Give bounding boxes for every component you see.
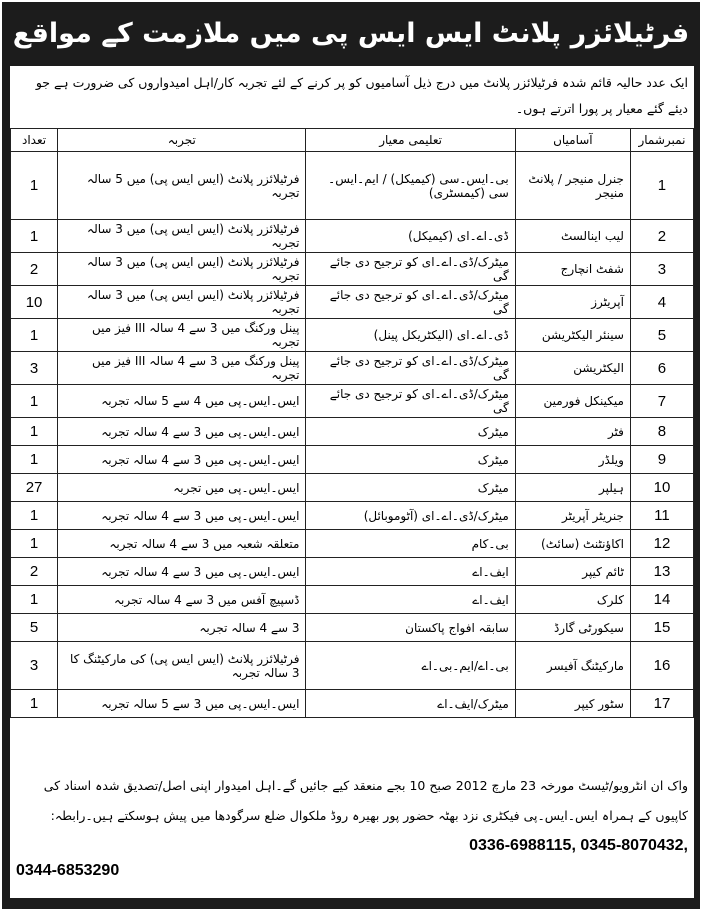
cell-count: 1 [11, 446, 58, 474]
cell-education: میٹرک [306, 418, 515, 446]
cell-count: 1 [11, 690, 58, 718]
cell-count: 1 [11, 530, 58, 558]
cell-serial: 13 [630, 558, 693, 586]
cell-post: لیب اینالسٹ [515, 220, 630, 253]
cell-count: 1 [11, 152, 58, 220]
cell-education: میٹرک/ڈی۔اے۔ای کو ترجیح دی جائے گی [306, 253, 515, 286]
cell-experience: ڈسپیچ آفس میں 3 سے 4 سالہ تجربہ [58, 586, 306, 614]
header-experience: تجربہ [58, 129, 306, 152]
cell-experience: ایس۔ایس۔پی میں 3 سے 4 سالہ تجربہ [58, 558, 306, 586]
cell-post: الیکٹریشن [515, 352, 630, 385]
table-row [11, 253, 694, 286]
cell-post: شفٹ انچارج [515, 253, 630, 286]
cell-serial: 8 [630, 418, 693, 446]
cell-post: ہیلپر [515, 474, 630, 502]
cell-post: سینئر الیکٹریشن [515, 319, 630, 352]
cell-count: 2 [11, 558, 58, 586]
contact-phone-3: 0344-6853290 [16, 862, 120, 879]
cell-serial: 1 [630, 152, 693, 220]
cell-education: ڈی۔اے۔ای (کیمیکل) [306, 220, 515, 253]
cell-count: 1 [11, 502, 58, 530]
cell-post: اکاؤنٹنٹ (سائٹ) [515, 530, 630, 558]
jobs-table [10, 128, 694, 718]
cell-count: 10 [11, 286, 58, 319]
cell-serial: 2 [630, 220, 693, 253]
cell-serial: 16 [630, 642, 693, 690]
cell-count: 3 [11, 352, 58, 385]
cell-experience: ایس۔ایس۔پی میں 4 سے 5 سالہ تجربہ [58, 385, 306, 418]
cell-serial: 7 [630, 385, 693, 418]
cell-experience: فرٹیلائزر پلانٹ (ایس ایس پی) میں 5 سالہ تجربہ [58, 152, 306, 220]
cell-post: فٹر [515, 418, 630, 446]
cell-experience: ایس۔ایس۔پی میں 3 سے 5 سالہ تجربہ [58, 690, 306, 718]
cell-serial: 4 [630, 286, 693, 319]
table-row [11, 642, 694, 690]
table-row [11, 474, 694, 502]
cell-education: ڈی۔اے۔ای (الیکٹریکل پینل) [306, 319, 515, 352]
cell-serial: 12 [630, 530, 693, 558]
cell-count: 5 [11, 614, 58, 642]
cell-experience: 3 سے 4 سالہ تجربہ [58, 614, 306, 642]
footer-text [16, 771, 688, 861]
table-row [11, 319, 694, 352]
cell-post: ویلڈر [515, 446, 630, 474]
ad-title: فرٹیلائزر پلانٹ ایس ایس پی میں ملازمت کے مواقع [12, 18, 690, 49]
cell-experience: متعلقہ شعبہ میں 3 سے 4 سالہ تجربہ [58, 530, 306, 558]
cell-education: میٹرک/ڈی۔اے۔ای کو ترجیح دی جائے گی [306, 385, 515, 418]
table-row [11, 152, 694, 220]
table-row [11, 220, 694, 253]
header-post: آسامیاں [515, 129, 630, 152]
advertisement-frame [2, 2, 700, 909]
cell-post: میکینکل فورمین [515, 385, 630, 418]
cell-education: سابقہ افواج پاکستان [306, 614, 515, 642]
cell-experience: فرٹیلائزر پلانٹ (ایس ایس پی) کی مارکیٹنگ کا 3 سالہ تجربہ [58, 642, 306, 690]
cell-serial: 11 [630, 502, 693, 530]
table-row [11, 614, 694, 642]
intro-text: ایک عدد حالیہ قائم شدہ فرٹیلائزر پلانٹ میں درج ذیل آسامیوں کو پر کرنے کے لئے تجربہ کار/اہل امیدواروں کی ضرورت ہے جو دیئے گئے معیار پر پورا اترتے ہوں۔ [35, 75, 688, 116]
cell-post: کلرک [515, 586, 630, 614]
cell-post: جنریٹر آپریٹر [515, 502, 630, 530]
ad-body [10, 66, 694, 898]
cell-serial: 6 [630, 352, 693, 385]
contact-phones: 0336-6988115, 0345-8070432, [469, 837, 688, 854]
header-count: تعداد [11, 129, 58, 152]
table-row [11, 385, 694, 418]
table-row [11, 352, 694, 385]
header-education: تعلیمی معیار [306, 129, 515, 152]
cell-post: جنرل منیجر / پلانٹ منیجر [515, 152, 630, 220]
cell-count: 1 [11, 319, 58, 352]
cell-education: میٹرک [306, 446, 515, 474]
cell-count: 27 [11, 474, 58, 502]
cell-post: مارکیٹنگ آفیسر [515, 642, 630, 690]
cell-post: ٹائم کیپر [515, 558, 630, 586]
footer-instructions: واک ان انٹرویو/ٹیسٹ مورخہ 23 مارچ 2012 صبح 10 بجے منعقد کیے جائیں گے۔اہل امیدوار اپنی اصل/تصدیق شدہ اسناد کی کاپیوں کے ہمراہ ایس۔ایس۔پی فیکٹری نزد بھٹہ حضور پور بھیرہ روڈ ملکوال ضلع سرگودھا میں پیش ہوسکتے ہیں۔رابطہ: [43, 778, 688, 823]
cell-serial: 15 [630, 614, 693, 642]
cell-serial: 17 [630, 690, 693, 718]
table-row [11, 558, 694, 586]
cell-education: میٹرک/ڈی۔اے۔ای کو ترجیح دی جائے گی [306, 352, 515, 385]
header-serial: نمبرشمار [630, 129, 693, 152]
cell-count: 1 [11, 586, 58, 614]
table-row [11, 446, 694, 474]
table-row [11, 690, 694, 718]
table-row [11, 586, 694, 614]
cell-serial: 14 [630, 586, 693, 614]
cell-education: بی۔کام [306, 530, 515, 558]
table-row [11, 418, 694, 446]
cell-education: بی۔اے/ایم۔بی۔اے [306, 642, 515, 690]
cell-education: میٹرک/ایف۔اے [306, 690, 515, 718]
cell-experience: ایس۔ایس۔پی میں تجربہ [58, 474, 306, 502]
cell-education: میٹرک/ڈی۔اے۔ای (آٹوموبائل) [306, 502, 515, 530]
cell-education: بی۔ایس۔سی (کیمیکل) / ایم۔ایس۔سی (کیمسٹری) [306, 152, 515, 220]
cell-count: 1 [11, 385, 58, 418]
cell-experience: ایس۔ایس۔پی میں 3 سے 4 سالہ تجربہ [58, 418, 306, 446]
cell-education: ایف۔اے [306, 558, 515, 586]
cell-experience: پینل ورکنگ میں 3 سے 4 سالہ III فیز میں تجربہ [58, 352, 306, 385]
table-header [11, 129, 694, 152]
cell-education: ایف۔اے [306, 586, 515, 614]
cell-post: سیکورٹی گارڈ [515, 614, 630, 642]
cell-count: 1 [11, 418, 58, 446]
cell-experience: فرٹیلائزر پلانٹ (ایس ایس پی) میں 3 سالہ تجربہ [58, 253, 306, 286]
cell-experience: پینل ورکنگ میں 3 سے 4 سالہ III فیز میں تجربہ [58, 319, 306, 352]
table-row [11, 286, 694, 319]
cell-experience: ایس۔ایس۔پی میں 3 سے 4 سالہ تجربہ [58, 502, 306, 530]
table-row [11, 530, 694, 558]
cell-post: آپریٹرز [515, 286, 630, 319]
cell-education: میٹرک [306, 474, 515, 502]
cell-count: 1 [11, 220, 58, 253]
cell-post: سٹور کیپر [515, 690, 630, 718]
cell-experience: ایس۔ایس۔پی میں 3 سے 4 سالہ تجربہ [58, 446, 306, 474]
cell-experience: فرٹیلائزر پلانٹ (ایس ایس پی) میں 3 سالہ تجربہ [58, 286, 306, 319]
cell-education: میٹرک/ڈی۔اے۔ای کو ترجیح دی جائے گی [306, 286, 515, 319]
cell-count: 3 [11, 642, 58, 690]
cell-serial: 10 [630, 474, 693, 502]
table-row [11, 502, 694, 530]
cell-serial: 5 [630, 319, 693, 352]
cell-serial: 3 [630, 253, 693, 286]
cell-serial: 9 [630, 446, 693, 474]
cell-experience: فرٹیلائزر پلانٹ (ایس ایس پی) میں 3 سالہ تجربہ [58, 220, 306, 253]
cell-count: 2 [11, 253, 58, 286]
